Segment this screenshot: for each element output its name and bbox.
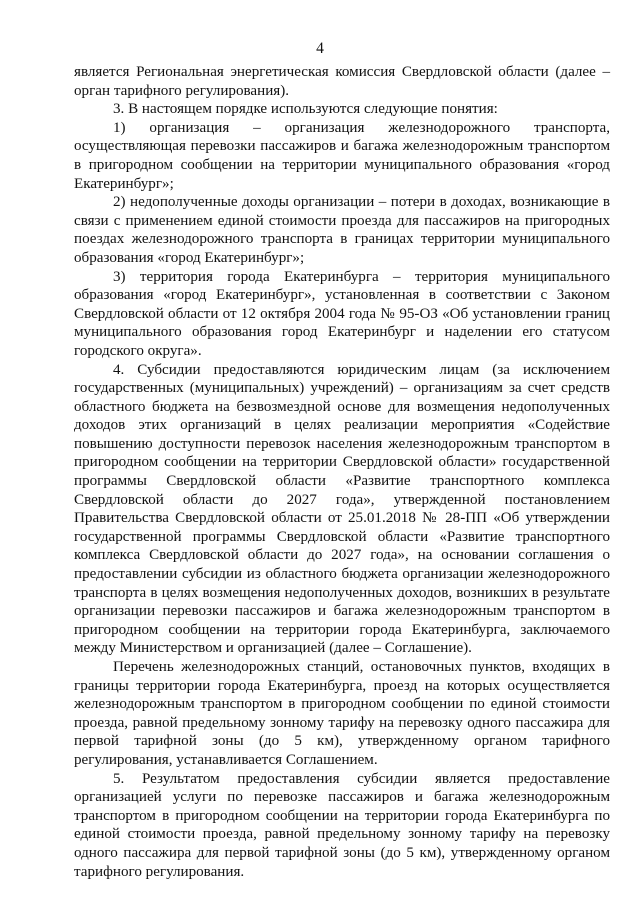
paragraph-station-list: Перечень железнодорожных станций, остановочных пунктов, входящих в границы территории города Екатеринбурга, проезд на которых осуществляется железнодорожным транспортом в пригородном сообщении по единой стоимости проезда, равной предельному зонному тарифу на перевозку одного пассажира для первой тарифной зоны (до 5 км), утвержденному органом тарифного регулирования, устанавливается Соглашением. xyxy=(74,659,610,768)
document-body xyxy=(74,63,610,881)
paragraph-definition-lost-income: 2) недополученные доходы организации – потери в доходах, возникающие в связи с применением единой стоимости проезда для пассажиров на пригородных поездах железнодорожного транспорта в границах территории муниципального образования «город Екатеринбург»; xyxy=(74,194,610,266)
paragraph-definition-territory: 3) территория города Екатеринбурга – территория муниципального образования «город Екатеринбург», установленная в соответствии с Законом Свердловской области от 12 октября 2004 года № 95-ОЗ «Об установлении границ муниципального образования город Екатеринбург и наделении его статусом городского округа». xyxy=(74,268,610,359)
paragraph-subsidy-result: 5. Результатом предоставления субсидии является предоставление организацией услуги по перевозке пассажиров и багажа железнодорожным транспортом в пригородном сообщении на территории города Екатеринбурга по единой стоимости проезда, равной предельному зонному тарифу на перевозку одного пассажира для первой тарифной зоны (до 5 км), утвержденному органом тарифного регулирования. xyxy=(74,770,610,880)
page-number: 4 xyxy=(316,40,324,57)
paragraph-definitions-intro: 3. В настоящем порядке используются следующие понятия: xyxy=(113,101,498,118)
paragraph-continuation: является Региональная энергетическая комиссия Свердловской области (далее – орган тарифного регулирования). xyxy=(74,64,610,99)
paragraph-definition-organization: 1) организация – организация железнодорожного транспорта, осуществляющая перевозки пассажиров и багажа железнодорожным транспортом в пригородном сообщении на территории муниципального образования «город Екатеринбург»; xyxy=(74,119,610,192)
paragraph-subsidies: 4. Субсидии предоставляются юридическим лицам (за исключением государственных (муниципальных) учреждений) – организациям за счет средств областного бюджета на безвозмездной основе для возмещения недополученных доходов этих организаций в целях реализации мероприятия «Содействие повышению доступности перевозок населения железнодорожным транспортом в пригородном сообщении на территории Свердловской области» государственной программы Свердловской области «Развитие транспортного комплекса Свердловской области до 2027 года», утвержденной постановлением Правительства Свердловской области от 25.01.2018 № 28-ПП «Об утверждении государственной программы Свердловской области «Развитие транспортного комплекса Свердловской области до 2027 года», на основании соглашения о предоставлении субсидии из областного бюджета организации железнодорожного транспорта в целях возмещения недополученных доходов, возникших в результате организации перевозки пассажиров и багажа железнодорожным транспортом в пригородном сообщении на территории города Екатеринбурга, заключаемого между Министерством и организацией (далее – Соглашение). xyxy=(74,361,610,657)
